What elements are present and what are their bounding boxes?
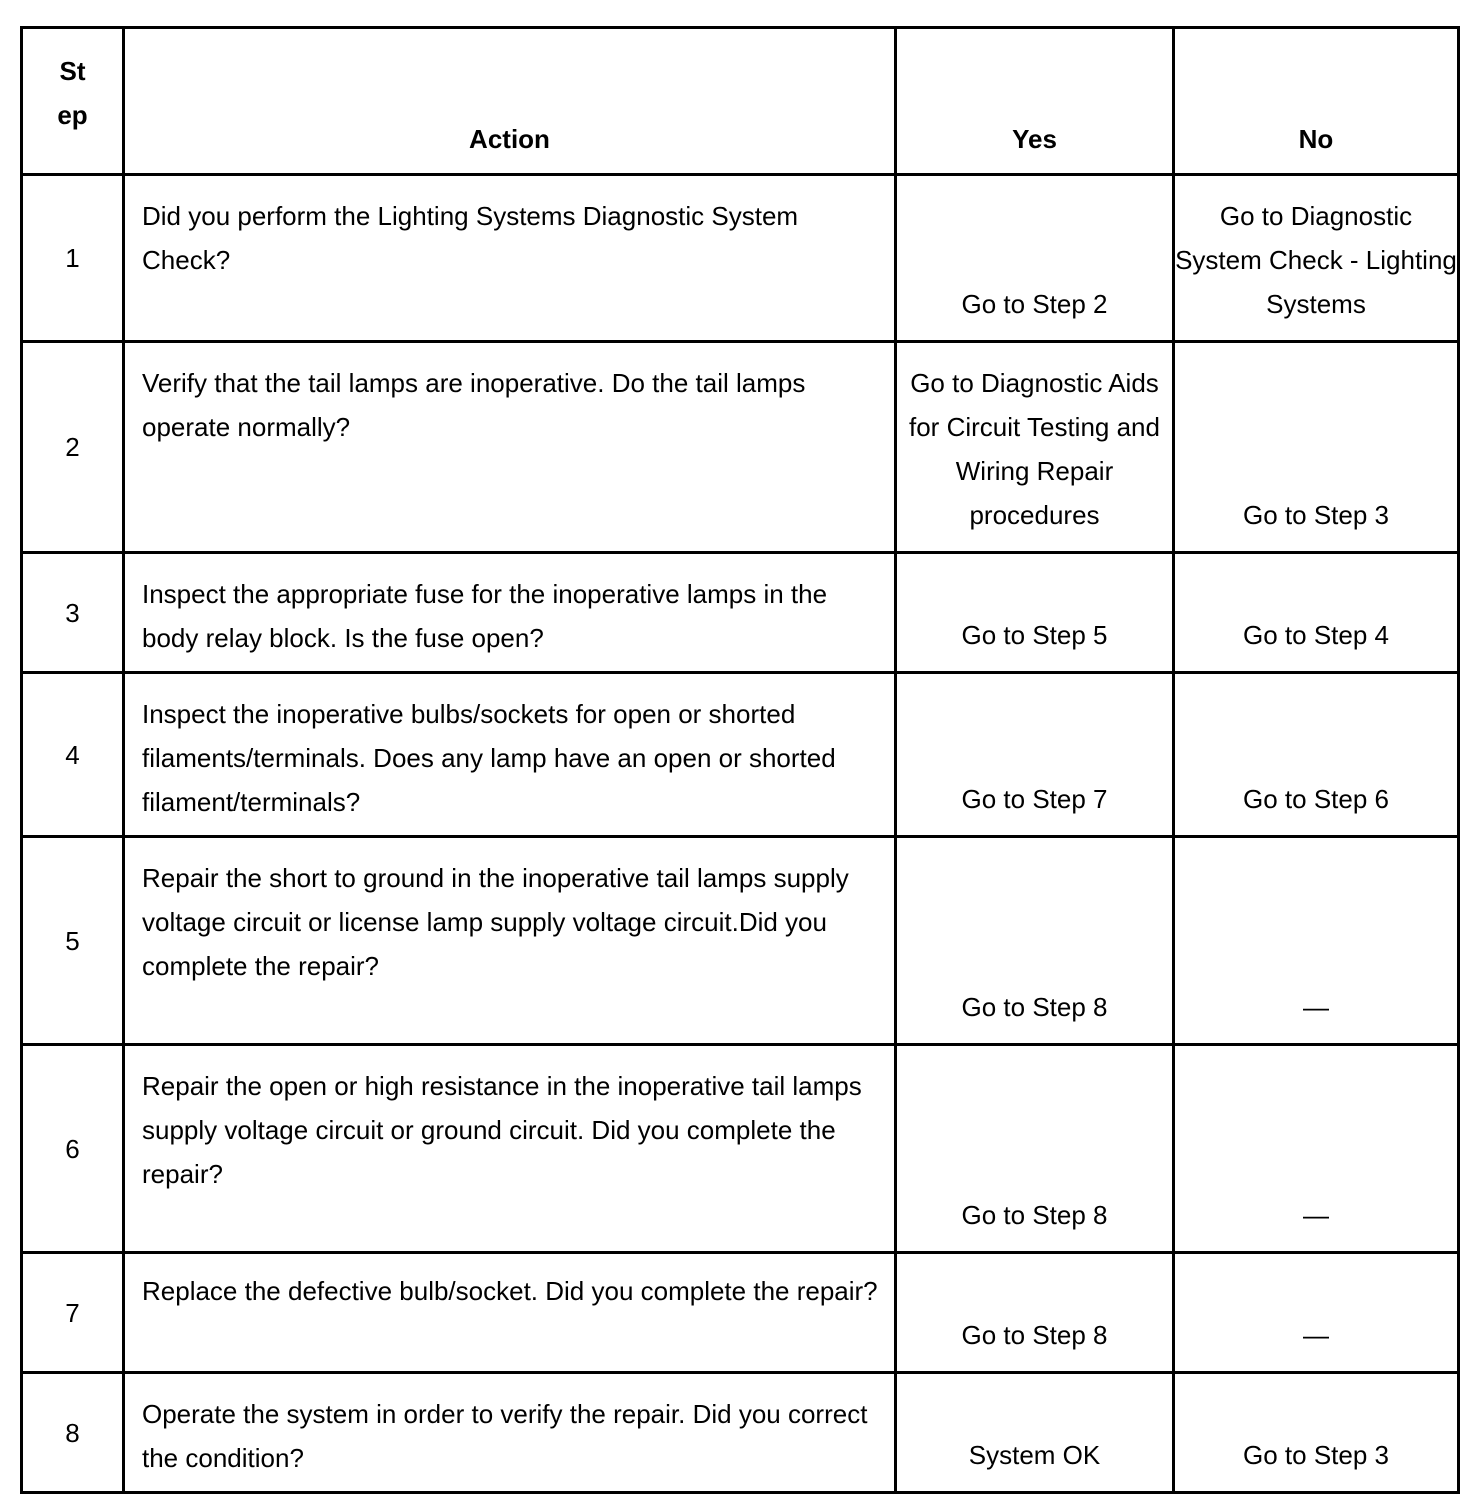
step-number: 3 [22, 553, 124, 673]
table-row [22, 175, 1459, 342]
action-text: Inspect the inoperative bulbs/sockets for open or shorted filaments/terminals. Does any lamp have an open or shorted filament/terminals? [124, 673, 896, 837]
table-row [22, 553, 1459, 673]
step-number: 1 [22, 175, 124, 342]
step-number: 2 [22, 342, 124, 553]
step-number: 5 [22, 837, 124, 1045]
action-text: Replace the defective bulb/socket. Did you complete the repair? [124, 1253, 896, 1373]
yes-result: Go to Step 8 [896, 1045, 1174, 1253]
action-text: Verify that the tail lamps are inoperative. Do the tail lamps operate normally? [124, 342, 896, 553]
step-number: 4 [22, 673, 124, 837]
header-step: St ep [22, 28, 124, 175]
no-result: Go to Step 4 [1174, 553, 1459, 673]
table-row [22, 673, 1459, 837]
step-number: 7 [22, 1253, 124, 1373]
no-result: Go to Step 3 [1174, 1373, 1459, 1493]
table-row [22, 1045, 1459, 1253]
header-row [22, 28, 1459, 175]
header-yes: Yes [896, 28, 1174, 175]
yes-result: Go to Diagnostic Aids for Circuit Testing and Wiring Repair procedures [896, 342, 1174, 553]
no-result: — [1174, 1045, 1459, 1253]
table-row [22, 837, 1459, 1045]
no-result: Go to Step 3 [1174, 342, 1459, 553]
action-text: Repair the open or high resistance in the inoperative tail lamps supply voltage circuit or ground circuit. Did you complete the repair? [124, 1045, 896, 1253]
action-text: Did you perform the Lighting Systems Diagnostic System Check? [124, 175, 896, 342]
step-number: 6 [22, 1045, 124, 1253]
action-text: Inspect the appropriate fuse for the inoperative lamps in the body relay block. Is the fuse open? [124, 553, 896, 673]
table-row [22, 1253, 1459, 1373]
no-result: Go to Step 6 [1174, 673, 1459, 837]
no-result: Go to Diagnostic System Check - Lighting Systems [1174, 175, 1459, 342]
yes-result: Go to Step 5 [896, 553, 1174, 673]
action-text: Repair the short to ground in the inoperative tail lamps supply voltage circuit or license lamp supply voltage circuit.Did you complete the repair? [124, 837, 896, 1045]
yes-result: Go to Step 8 [896, 1253, 1174, 1373]
yes-result: Go to Step 8 [896, 837, 1174, 1045]
table-row [22, 1373, 1459, 1493]
diagnostic-table-wrapper [20, 26, 1460, 1494]
step-number: 8 [22, 1373, 124, 1493]
diagnostic-table [20, 26, 1460, 1494]
yes-result: Go to Step 7 [896, 673, 1174, 837]
no-result: — [1174, 837, 1459, 1045]
action-text: Operate the system in order to verify the repair. Did you correct the condition? [124, 1373, 896, 1493]
header-action: Action [124, 28, 896, 175]
table-row [22, 342, 1459, 553]
header-no: No [1174, 28, 1459, 175]
yes-result: System OK [896, 1373, 1174, 1493]
yes-result: Go to Step 2 [896, 175, 1174, 342]
no-result: — [1174, 1253, 1459, 1373]
